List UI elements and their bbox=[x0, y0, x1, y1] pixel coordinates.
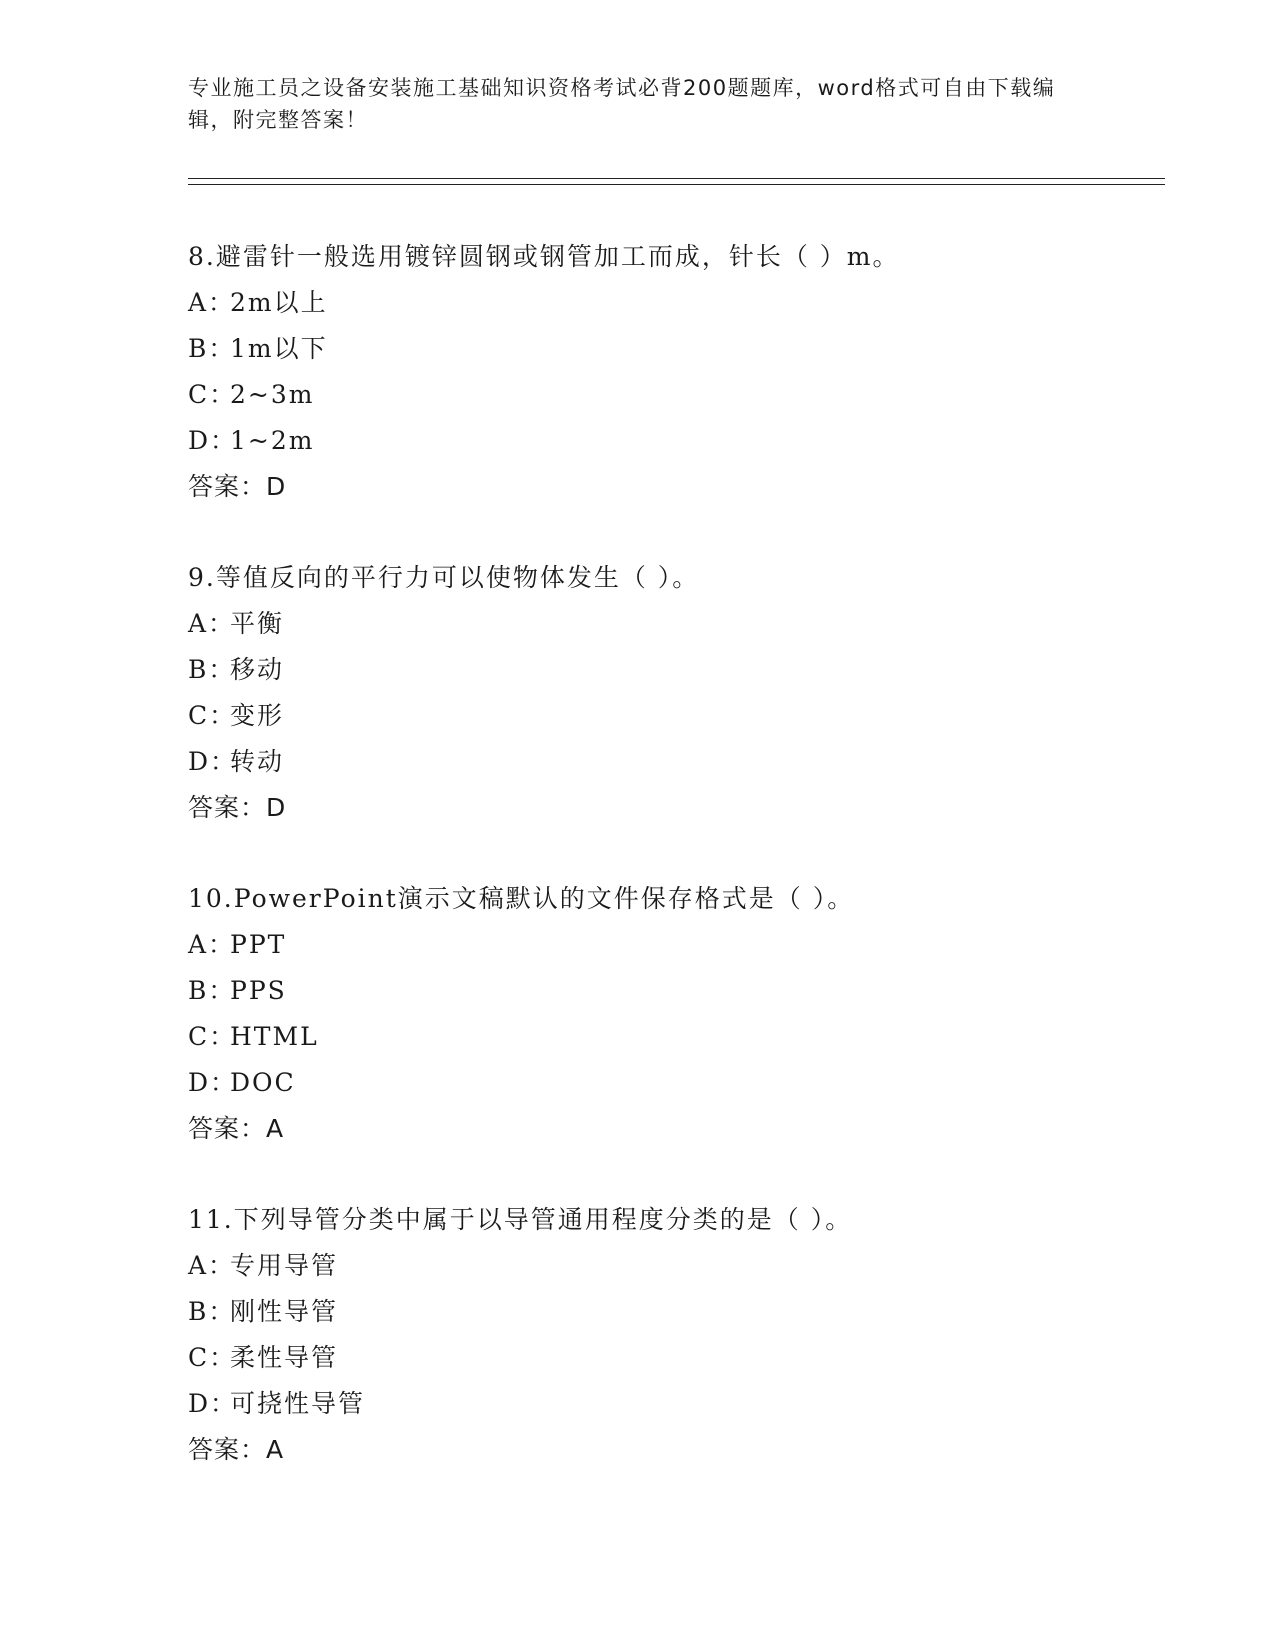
question-8 bbox=[188, 234, 1188, 510]
option-c bbox=[188, 1335, 1188, 1381]
answer-line: 答案：A bbox=[188, 1435, 285, 1464]
question-stem: 8.避雷针一般选用镀锌圆钢或钢管加工而成，针长（ ）m。 bbox=[188, 242, 900, 271]
question-11 bbox=[188, 1197, 1188, 1473]
option-b bbox=[188, 968, 1188, 1014]
option-text: 刚性导管 bbox=[230, 1297, 339, 1326]
option-d bbox=[188, 1060, 1188, 1106]
option-c bbox=[188, 1014, 1188, 1060]
option-text: HTML bbox=[230, 1022, 319, 1051]
option-d bbox=[188, 1381, 1188, 1427]
option-text: PPS bbox=[230, 976, 287, 1005]
option-key: B： bbox=[188, 976, 236, 1005]
option-key: B： bbox=[188, 655, 236, 684]
option-key: C： bbox=[188, 1343, 237, 1372]
option-key: A： bbox=[188, 609, 236, 638]
option-text: 移动 bbox=[230, 655, 285, 684]
option-d bbox=[188, 418, 1188, 464]
question-stem: 11.下列导管分类中属于以导管通用程度分类的是（ ）。 bbox=[188, 1205, 853, 1234]
option-key: A： bbox=[188, 930, 236, 959]
option-text: DOC bbox=[230, 1068, 296, 1097]
option-c bbox=[188, 693, 1188, 739]
option-text: 转动 bbox=[230, 747, 285, 776]
answer-line: 答案：D bbox=[188, 793, 287, 822]
option-key: C： bbox=[188, 1022, 237, 1051]
option-a bbox=[188, 922, 1188, 968]
header-divider bbox=[188, 178, 1165, 185]
option-key: C： bbox=[188, 701, 237, 730]
page-header bbox=[188, 72, 1078, 136]
option-text: 变形 bbox=[230, 701, 285, 730]
option-text: 1~2m bbox=[230, 426, 315, 455]
question-stem: 9.等值反向的平行力可以使物体发生（ ）。 bbox=[188, 563, 700, 592]
document-title: 专业施工员之设备安装施工基础知识资格考试必背200题题库，word格式可自由下载编辑，附完整答案！ bbox=[188, 76, 1056, 132]
option-key: A： bbox=[188, 288, 236, 317]
option-text: 1m以下 bbox=[230, 334, 328, 363]
option-text: 2~3m bbox=[230, 380, 315, 409]
question-9 bbox=[188, 555, 1188, 831]
question-10 bbox=[188, 876, 1188, 1152]
option-key: D： bbox=[188, 1068, 238, 1097]
option-key: A： bbox=[188, 1251, 236, 1280]
option-text: 可挠性导管 bbox=[230, 1389, 366, 1418]
option-text: 2m以上 bbox=[230, 288, 328, 317]
option-b bbox=[188, 1289, 1188, 1335]
answer-line: 答案：A bbox=[188, 1114, 285, 1143]
option-key: B： bbox=[188, 334, 236, 363]
option-text: 柔性导管 bbox=[230, 1343, 339, 1372]
option-a bbox=[188, 601, 1188, 647]
option-a bbox=[188, 280, 1188, 326]
option-key: D： bbox=[188, 426, 238, 455]
option-b bbox=[188, 326, 1188, 372]
question-stem: 10.PowerPoint演示文稿默认的文件保存格式是（ ）。 bbox=[188, 884, 855, 913]
option-text: 专用导管 bbox=[230, 1251, 339, 1280]
option-key: D： bbox=[188, 1389, 238, 1418]
option-a bbox=[188, 1243, 1188, 1289]
answer-line: 答案：D bbox=[188, 472, 287, 501]
option-text: 平衡 bbox=[230, 609, 285, 638]
option-c bbox=[188, 372, 1188, 418]
option-text: PPT bbox=[230, 930, 287, 959]
option-d bbox=[188, 739, 1188, 785]
option-b bbox=[188, 647, 1188, 693]
option-key: B： bbox=[188, 1297, 236, 1326]
option-key: C： bbox=[188, 380, 237, 409]
option-key: D： bbox=[188, 747, 238, 776]
